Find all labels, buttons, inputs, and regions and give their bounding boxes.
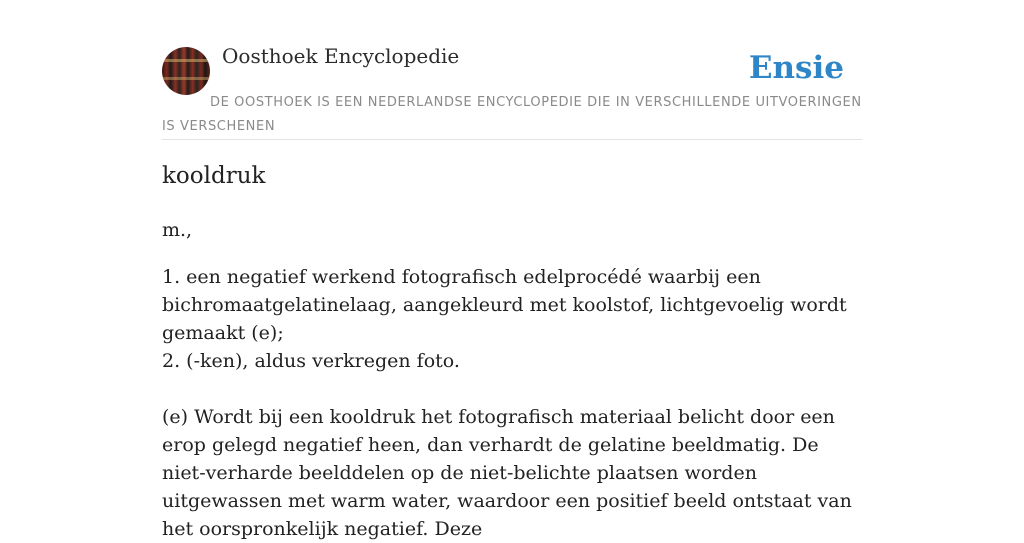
site-header [162,0,862,140]
entry-content [162,216,862,543]
grammar-label: m., [162,219,193,241]
book-spine-band [162,59,210,62]
site-tagline: DE OOSTHOEK IS EEN NEDERLANDSE ENCYCLOPEDIE DIE IN VERSCHILLENDE UITVOERINGEN IS VERSCHENEN [162,95,862,134]
page-container [162,0,862,540]
book-spine-band [162,77,210,80]
entry-explanation: (e) Wordt bij een kooldruk het fotografisch materiaal belicht door een erop gelegd negatief heen, dan verhardt de gelatine beeldmatig. De niet-verharde beelddelen op de niet-belichte plaatsen worden uitgewassen met warm water, waardoor een positief beeld ontstaat van het oorspronkelijk negatief. Deze [162,406,852,540]
ensie-logo-link[interactable]: Ensie [748,50,844,86]
encyclopedia-books-icon[interactable] [162,47,210,95]
entry-title: kooldruk [162,163,266,189]
site-title[interactable]: Oosthoek Encyclopedie [222,44,460,68]
definition-2: 2. (-ken), aldus verkregen foto. [162,350,460,372]
definition-1: 1. een negatief werkend fotografisch edelprocédé waarbij een bichromaatgelatinelaag, aangekleurd met koolstof, lichtgevoelig wordt gemaakt (e); [162,266,847,344]
paragraph-spacer [162,375,862,403]
